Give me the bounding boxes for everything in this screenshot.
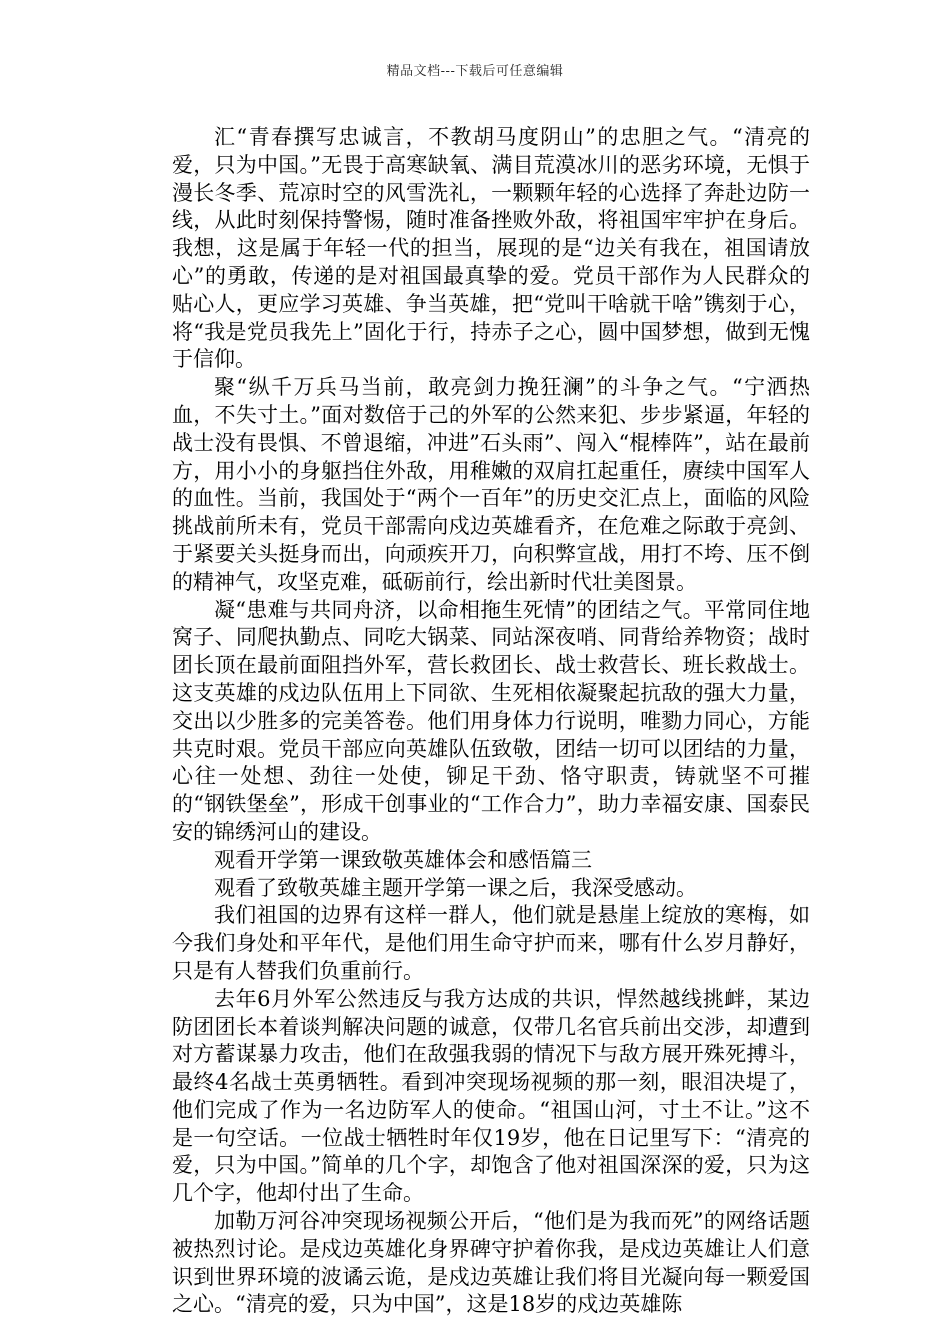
page-header: 精品文档---下载后可任意编辑 [386,64,564,79]
paragraph-border-people: 我们祖国的边界有这样一群人，他们就是悬崖上绽放的寒梅，如今我们身处和平年代，是他们用生命守护而来，哪有什么岁月静好，只是有人替我们负重前行。 [172,903,810,983]
paragraph-galwan: 加勒万河谷冲突现场视频公开后，“他们是为我而死”的网络话题被热烈讨论。是戍边英雄化身界碑守护着你我，是戍边英雄让人们意识到世界环境的波谲云诡，是戍边英雄让我们将目光凝向每一颗爱国之心。“清亮的爱，只为中国”，这是18岁的戍边英雄陈 [172,1209,810,1317]
section-heading: 观看开学第一课致敬英雄体会和感悟篇三 [214,847,592,872]
paragraph-intro: 观看了致敬英雄主题开学第一课之后，我深受感动。 [214,875,697,900]
paragraph-last-june: 去年6月外军公然违反与我方达成的共识，悍然越线挑衅，某边防团团长本着谈判解决问题的诚意，仅带几名官兵前出交涉，却遭到对方蓄谋暴力攻击，他们在敌强我弱的情况下与敌方展开殊死搏斗，最终4名战士英勇牺牲。看到冲突现场视频的那一刻，眼泪决堤了，他们完成了作为一名边防军人的使命。“祖国山河，寸土不让。”这不是一句空话。一位战士牺牲时年仅19岁，他在日记里写下：“清亮的爱，只为中国。”简单的几个字，却饱含了他对祖国深深的爱，只为这几个字，他却付出了生命。 [172,986,810,1206]
paragraph-struggle: 聚“纵千万兵马当前，敢亮剑力挽狂澜”的斗争之气。“宁洒热血，不失寸土。”面对数倍于己的外军的公然来犯、步步紧逼，年轻的战士没有畏惧、不曾退缩，冲进”石头雨”、闯入“棍棒阵”，站在最前方，用小小的身躯挡住外敌，用稚嫩的双肩扛起重任，赓续中国军人的血性。当前，我国处于“两个一百年”的历史交汇点上，面临的风险挑战前所未有，党员干部需向戍边英雄看齐，在危难之际敢于亮剑、于紧要关头挺身而出，向顽疾开刀，向积弊宣战，用打不垮、压不倒的精神气，攻坚克难，砥砺前行，绘出新时代壮美图景。 [172,375,810,594]
paragraph-loyalty: 汇“青春撰写忠诚言，不教胡马度阴山”的忠胆之气。“清亮的爱，只为中国。”无畏于高寒缺氧、满目荒漠冰川的恶劣环境，无惧于漫长冬季、荒凉时空的风雪洗礼，一颗颗年轻的心选择了奔赴边防一线，从此时刻保持警惕，随时准备挫败外敌，将祖国牢牢护在身后。我想，这是属于年轻一代的担当，展现的是“边关有我在，祖国请放心”的勇敢，传递的是对祖国最真挚的爱。党员干部作为人民群众的贴心人，更应学习英雄、争当英雄，把“党叫干啥就干啥”镌刻于心，将“我是党员我先上”固化于行，持赤子之心，圆中国梦想，做到无愧于信仰。 [172,125,810,372]
document-body [172,124,810,1319]
paragraph-unity: 凝“患难与共同舟济，以命相拖生死情”的团结之气。平常同住地窝子、同爬执勤点、同吃大锅菜、同站深夜哨、同背给养物资；战时团长顶在最前面阻挡外军，营长救团长、战士救营长、班长救战士。这支英雄的戍边队伍用上下同欲、生死相依凝聚起抗敌的强大力量，交出以少胜多的完美答卷。他们用身体力行说明，唯勠力同心，方能共克时艰。党员干部应向英雄队伍致敬，团结一切可以团结的力量，心往一处想、劲往一处使，铆足干劲、恪守职责，铸就坚不可摧的“钢铁堡垒”，形成干创事业的“工作合力”，助力幸福安康、国泰民安的锦绣河山的建设。 [172,597,810,844]
